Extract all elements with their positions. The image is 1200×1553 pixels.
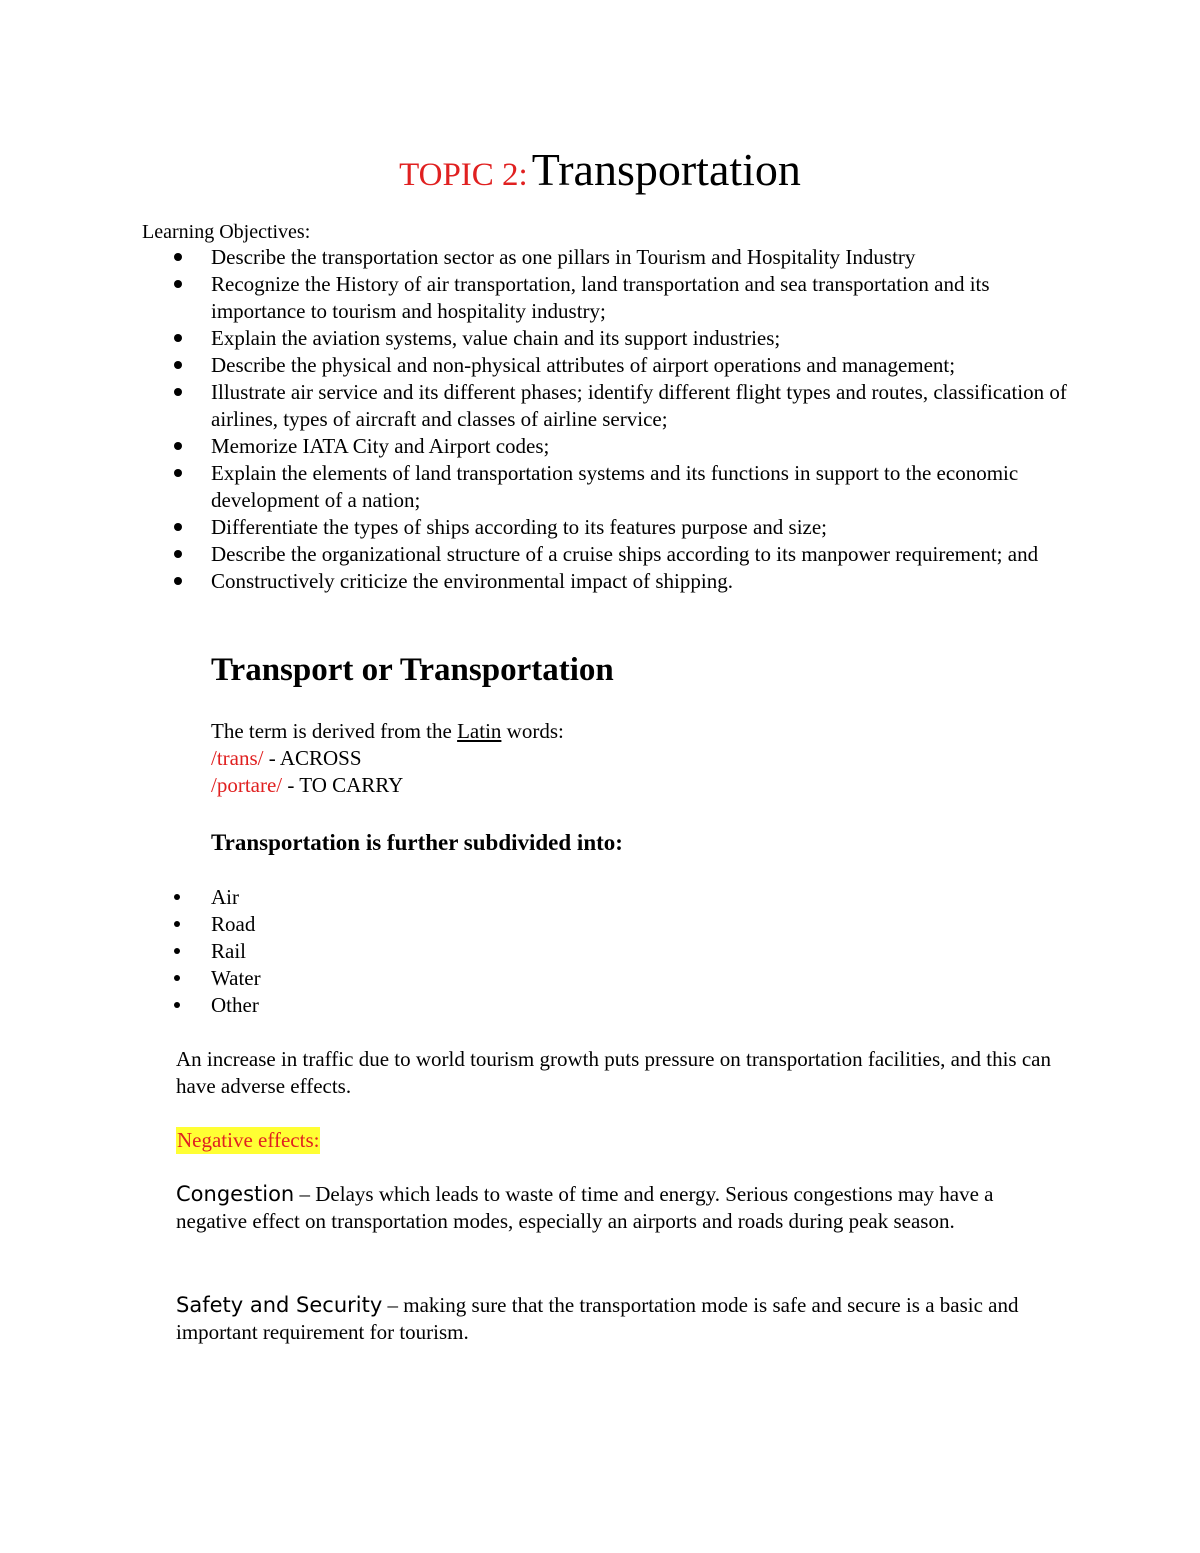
root-trans: /trans/ - ACROSS xyxy=(211,746,362,770)
mode-item: Road xyxy=(211,911,261,938)
root-portare-term: /portare/ xyxy=(211,773,283,797)
objective-item: Recognize the History of air transportation, land transportation and sea transportation and its importance to tourism and hospitality industry; xyxy=(211,271,1081,325)
bullet-icon xyxy=(174,388,182,396)
mode-item: Air xyxy=(211,884,261,911)
page-title xyxy=(0,140,1200,211)
transport-modes-list xyxy=(211,884,261,1019)
bullet-icon xyxy=(174,280,182,288)
mode-item: Rail xyxy=(211,938,261,965)
learning-objectives-list xyxy=(211,244,1081,595)
bullet-icon xyxy=(174,442,182,450)
objective-item: Memorize IATA City and Airport codes; xyxy=(211,433,1081,460)
bullet-icon xyxy=(174,577,182,585)
bullet-icon xyxy=(174,523,182,531)
bullet-icon xyxy=(174,894,180,900)
bullet-icon xyxy=(174,361,182,369)
latin-link[interactable]: Latin xyxy=(457,719,502,743)
mode-item: Water xyxy=(211,965,261,992)
objective-item: Explain the aviation systems, value chain and its support industries; xyxy=(211,325,1081,352)
bullet-icon xyxy=(174,334,182,342)
section-heading: Transport or Transportation xyxy=(211,652,614,688)
subdivided-heading: Transportation is further subdivided into: xyxy=(211,830,623,855)
objective-item: Constructively criticize the environmental impact of shipping. xyxy=(211,568,1081,595)
safety-paragraph: Safety and Security – making sure that the transportation mode is safe and secure is a basic and important requirement for tourism. xyxy=(176,1293,1019,1344)
bullet-icon xyxy=(174,253,182,261)
bullet-icon xyxy=(174,1002,180,1008)
objective-item: Describe the organizational structure of a cruise ships according to its manpower requirement; and xyxy=(211,541,1081,568)
objective-item: Describe the physical and non-physical attributes of airport operations and management; xyxy=(211,352,1081,379)
title-prefix: TOPIC 2: xyxy=(399,157,528,193)
bullet-icon xyxy=(174,948,180,954)
derived-line: The term is derived from the Latin words: xyxy=(211,719,564,743)
bullet-icon xyxy=(174,975,180,981)
objective-item: Explain the elements of land transportation systems and its functions in support to the economic development of a nation; xyxy=(211,460,1081,514)
bullet-icon xyxy=(174,550,182,558)
objective-item: Illustrate air service and its different phases; identify different flight types and routes, classification of airlines, types of aircraft and classes of airline service; xyxy=(211,379,1081,433)
root-portare: /portare/ - TO CARRY xyxy=(211,773,404,797)
learning-objectives-label: Learning Objectives: xyxy=(142,221,311,243)
bullet-icon xyxy=(174,469,182,477)
root-trans-term: /trans/ xyxy=(211,746,264,770)
title-main: Transportation xyxy=(531,144,801,195)
mode-item: Other xyxy=(211,992,261,1019)
increase-paragraph: An increase in traffic due to world tourism growth puts pressure on transportation facilities, and this can have adverse effects. xyxy=(176,1047,1051,1098)
safety-term: Safety and Security xyxy=(176,1293,383,1317)
etymology-block xyxy=(211,718,564,799)
congestion-term: Congestion xyxy=(176,1182,295,1206)
objective-item: Differentiate the types of ships according to its features purpose and size; xyxy=(211,514,1081,541)
bullet-icon xyxy=(174,921,180,927)
congestion-paragraph: Congestion – Delays which leads to waste of time and energy. Serious congestions may have a negative effect on transportation modes, especially an airports and roads during peak season. xyxy=(176,1182,994,1233)
negative-effects-label: Negative effects: xyxy=(177,1128,320,1152)
objective-item: Describe the transportation sector as one pillars in Tourism and Hospitality Industry xyxy=(211,244,1081,271)
